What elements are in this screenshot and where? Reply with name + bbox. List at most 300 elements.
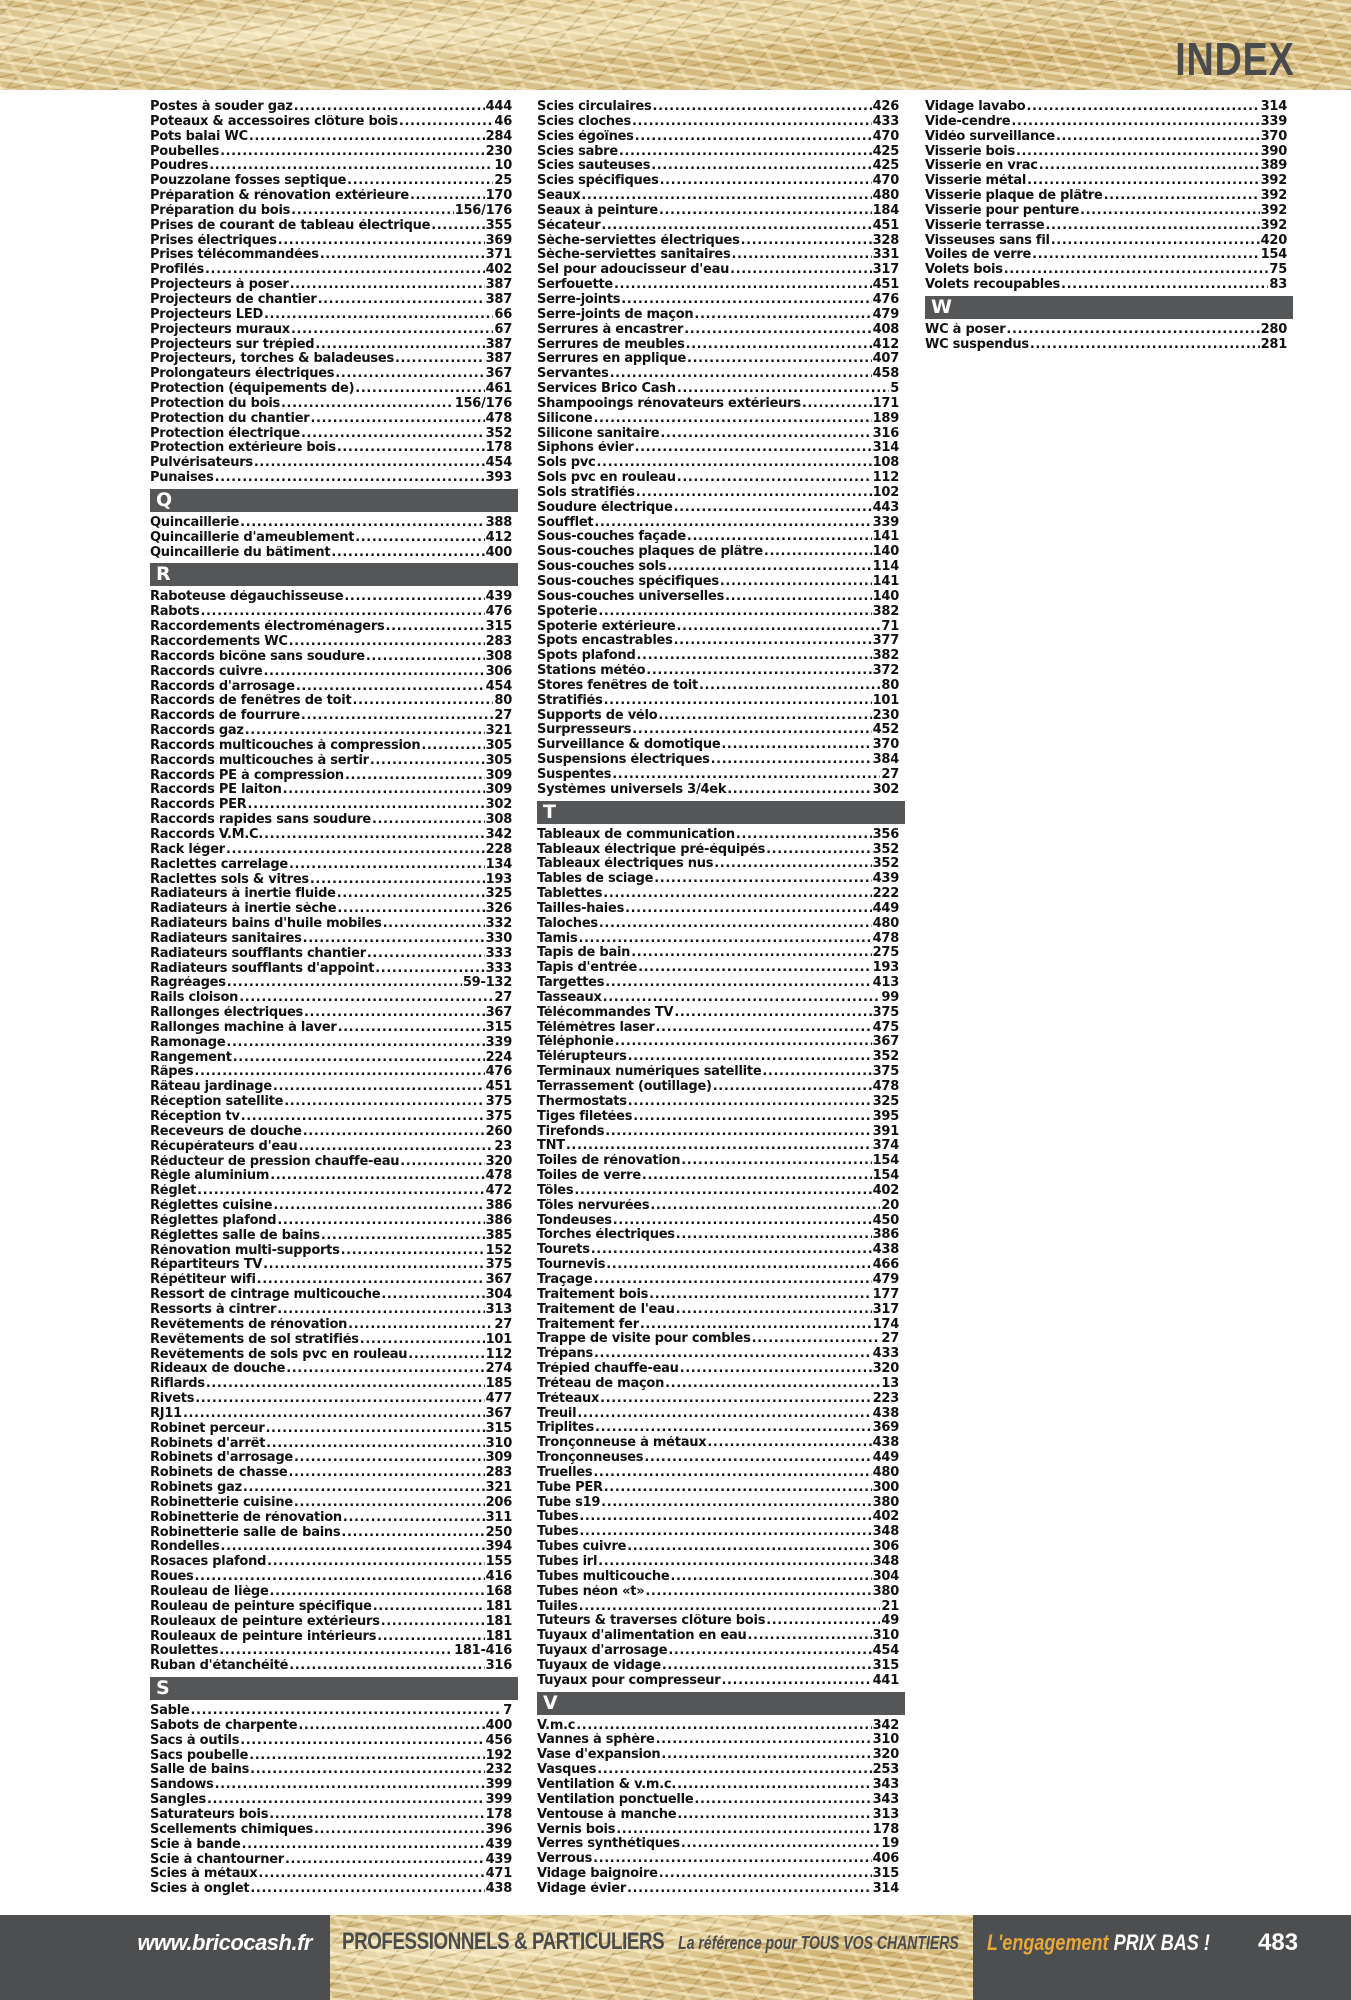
entry-page-number: 450: [872, 1213, 899, 1228]
index-entry: [537, 234, 899, 249]
dot-leader: [644, 1451, 871, 1466]
dot-leader: [725, 590, 872, 605]
entry-label: Robinets d'arrêt: [150, 1436, 266, 1451]
entry-page-number: 342: [872, 1718, 899, 1733]
entry-label: Seaux: [537, 189, 581, 204]
entry-page-number: 311: [485, 1510, 512, 1525]
dot-leader: [195, 1392, 484, 1407]
dot-leader: [347, 174, 493, 189]
entry-label: Stratifiés: [537, 693, 603, 708]
dot-leader: [625, 902, 872, 917]
index-entry: [537, 189, 899, 204]
entry-page-number: 326: [485, 902, 512, 917]
entry-label: Pots balai WC: [150, 129, 248, 144]
index-entry: [150, 219, 512, 234]
entry-page-number: 310: [872, 1629, 899, 1644]
entry-label: Terrassement (outillage): [537, 1080, 712, 1094]
entry-label: Punaises: [150, 471, 214, 486]
entry-label: Raclettes carrelage: [150, 857, 288, 872]
entry-label: Sous-couches façade: [537, 530, 686, 545]
entry-page-number: 306: [485, 664, 512, 679]
index-entry: [537, 427, 899, 442]
entry-label: Ressort de cintrage multicouche: [150, 1288, 381, 1303]
index-entry: [537, 1451, 899, 1466]
index-entry: [537, 1332, 899, 1347]
entry-label: Tubes: [537, 1525, 579, 1540]
dot-leader: [684, 323, 871, 338]
index-entry: [150, 174, 512, 189]
index-entry: [150, 441, 512, 456]
entry-label: Traçage: [537, 1272, 593, 1287]
entry-label: Visserie bois: [925, 144, 1015, 159]
dot-leader: [677, 1778, 872, 1793]
dot-leader: [633, 1110, 871, 1125]
entry-label: Poudres: [150, 159, 209, 174]
entry-label: Tubes cuivre: [537, 1540, 627, 1555]
entry-page-number: 449: [872, 1451, 899, 1466]
entry-page-number: 168: [485, 1585, 512, 1599]
index-entry: [537, 843, 899, 858]
index-entry: [925, 145, 1287, 160]
entry-page-number: 439: [872, 872, 899, 887]
index-entry: [150, 1853, 512, 1868]
entry-page-number: 476: [872, 292, 899, 307]
entry-label: Visserie terrasse: [925, 218, 1045, 233]
index-entry: [150, 1540, 512, 1555]
index-entry: [537, 620, 899, 635]
engagement-tagline: [987, 1930, 1210, 1956]
index-entry: [150, 813, 512, 828]
entry-page-number: 387: [485, 278, 512, 293]
index-entry: [150, 1808, 512, 1823]
entry-page-number: 309: [485, 1451, 512, 1466]
entry-page-number: 400: [485, 545, 512, 560]
index-entry: [150, 1526, 512, 1541]
dot-leader: [266, 1422, 485, 1437]
index-entry: [150, 1348, 512, 1363]
letter-section-header: S: [150, 1677, 518, 1700]
index-entry: [150, 1570, 512, 1585]
index-entry: [150, 1749, 512, 1764]
entry-page-number: 375: [485, 1110, 512, 1124]
dot-leader: [249, 1749, 484, 1764]
index-entry: [150, 1555, 512, 1570]
dot-leader: [677, 620, 881, 635]
index-entry: [537, 976, 899, 991]
index-entry: [537, 278, 899, 293]
entry-page-number: 389: [1260, 159, 1287, 174]
dot-leader: [615, 1035, 872, 1050]
entry-label: Raccordements WC: [150, 635, 288, 649]
entry-page-number: 223: [872, 1391, 899, 1406]
entry-label: Revêtements de rénovation: [150, 1317, 348, 1332]
dot-leader: [277, 1214, 484, 1229]
entry-page-number: 433: [872, 1347, 899, 1362]
footer-slogan-main: PROFESSIONNELS & PARTICULIERS: [342, 1928, 665, 1955]
dot-leader: [640, 1318, 872, 1333]
entry-label: Ragréages: [150, 976, 226, 991]
entry-label: Tronçonneuse à métaux: [537, 1436, 707, 1451]
entry-page-number: 328: [872, 233, 899, 248]
entry-page-number: 392: [1260, 174, 1287, 189]
entry-page-number: 343: [872, 1792, 899, 1807]
entry-page-number: 343: [872, 1777, 899, 1792]
dot-leader: [677, 1808, 871, 1823]
dot-leader: [337, 441, 485, 456]
entry-label: V.m.c: [537, 1718, 576, 1733]
index-entry: [537, 397, 899, 412]
dot-leader: [294, 1496, 485, 1511]
index-entry: [150, 516, 512, 531]
entry-label: Sable: [150, 1704, 190, 1719]
entry-page-number: 466: [872, 1258, 899, 1273]
entry-label: Réglettes plafond: [150, 1213, 277, 1228]
entry-label: Stations météo: [537, 664, 646, 679]
entry-page-number: 433: [872, 114, 899, 129]
entry-page-number: 155: [485, 1555, 512, 1570]
entry-label: Rouleau de liège: [150, 1585, 269, 1599]
index-entry: [537, 130, 899, 145]
entry-page-number: 451: [872, 218, 899, 233]
index-entry: [150, 1362, 512, 1377]
index-entry: [537, 1080, 899, 1095]
entry-page-number: 342: [485, 827, 512, 842]
entry-label: Sabots de charpente: [150, 1718, 298, 1733]
index-entry: [150, 1229, 512, 1244]
dot-leader: [597, 456, 872, 471]
entry-label: Rouleau de peinture spécifique: [150, 1599, 372, 1614]
entry-page-number: 367: [485, 1273, 512, 1288]
entry-page-number: 315: [485, 1020, 512, 1035]
entry-label: Robinetterie cuisine: [150, 1495, 293, 1510]
index-entry: [537, 501, 899, 516]
index-entry: [150, 100, 512, 115]
index-entry: [537, 1659, 899, 1674]
dot-leader: [566, 1139, 872, 1154]
entry-label: Roulettes: [150, 1644, 219, 1659]
index-entry: [537, 1273, 899, 1288]
entry-page-number: 177: [872, 1287, 899, 1302]
website-link[interactable]: www.bricocash.fr: [137, 1930, 312, 1955]
index-entry: [150, 115, 512, 130]
dot-leader: [205, 263, 485, 278]
page-title: INDEX: [1175, 33, 1295, 85]
dot-leader: [616, 1823, 871, 1838]
entry-label: Prises télécommandées: [150, 248, 319, 263]
entry-page-number: 283: [485, 635, 512, 649]
entry-page-number: 27: [494, 709, 512, 724]
dot-leader: [653, 100, 872, 115]
index-entry: [150, 159, 512, 174]
footer-engagement-block: [973, 1915, 1351, 2000]
entry-page-number: 232: [485, 1763, 512, 1778]
entry-label: Raccords d'arrosage: [150, 679, 295, 694]
dot-leader: [680, 1362, 872, 1377]
entry-label: Répétiteur wifi: [150, 1273, 256, 1288]
dot-leader: [714, 857, 871, 872]
entry-page-number: 412: [485, 530, 512, 545]
entry-page-number: 426: [872, 100, 899, 114]
entry-label: Salle de bains: [150, 1763, 250, 1778]
entry-page-number: 399: [485, 1793, 512, 1808]
index-entry: [537, 1466, 899, 1481]
entry-label: Raccords gaz: [150, 724, 244, 739]
index-entry: [537, 1778, 899, 1793]
entry-label: Traitement de l'eau: [537, 1302, 675, 1317]
index-entry: [537, 1555, 899, 1570]
dot-leader: [1027, 174, 1260, 189]
dot-leader: [215, 471, 485, 486]
entry-page-number: 367: [872, 1035, 899, 1050]
entry-page-number: 348: [872, 1525, 899, 1540]
index-entry: [150, 1258, 512, 1273]
index-entry: [150, 1377, 512, 1392]
dot-leader: [227, 976, 462, 991]
dot-leader: [721, 738, 871, 753]
entry-page-number: 375: [485, 1258, 512, 1273]
entry-label: TNT: [537, 1139, 565, 1154]
entry-label: Tôles: [537, 1183, 574, 1198]
index-entry: [537, 1629, 899, 1644]
entry-label: Raccords V.M.C.: [150, 827, 264, 842]
index-entry: [537, 1184, 899, 1199]
dot-leader: [762, 1065, 871, 1080]
entry-page-number: 141: [872, 575, 899, 589]
entry-page-number: 222: [872, 887, 899, 902]
entry-page-number: 193: [872, 961, 899, 976]
entry-label: Sous-couches sols: [537, 560, 667, 575]
index-entry: [150, 1169, 512, 1184]
dot-leader: [579, 1510, 871, 1525]
dot-leader: [713, 1080, 872, 1095]
entry-page-number: 275: [872, 946, 899, 961]
entry-label: Tablettes: [537, 887, 603, 902]
entry-label: Sangles: [150, 1793, 206, 1808]
index-entry: [150, 1704, 512, 1719]
dot-leader: [303, 932, 485, 947]
index-entry: [150, 234, 512, 249]
index-entry: [537, 828, 899, 843]
entry-page-number: 352: [485, 426, 512, 441]
entry-label: Ramonage: [150, 1035, 226, 1050]
entry-page-number: 477: [485, 1392, 512, 1407]
dot-leader: [207, 1793, 485, 1808]
index-entry: [537, 1139, 899, 1154]
entry-page-number: 112: [872, 471, 899, 486]
entry-label: Sacs poubelle: [150, 1748, 249, 1763]
entry-label: Sous-couches universelles: [537, 589, 725, 604]
entry-label: Volets recoupables: [925, 278, 1061, 293]
entry-label: Serfouette: [537, 278, 613, 293]
index-entry: [537, 338, 899, 353]
index-entry: [537, 1823, 899, 1838]
dot-leader: [650, 1199, 880, 1214]
entry-page-number: 274: [485, 1362, 512, 1377]
dot-leader: [687, 352, 872, 367]
entry-page-number: 184: [872, 203, 899, 218]
entry-label: Raccords PER: [150, 798, 247, 813]
index-entry: [537, 100, 899, 115]
index-entry: [537, 1392, 899, 1407]
entry-label: Visserie plaque de plâtre: [925, 189, 1103, 204]
dot-leader: [383, 917, 485, 932]
index-entry: [150, 1125, 512, 1140]
entry-page-number: 134: [485, 857, 512, 872]
entry-page-number: 305: [485, 738, 512, 753]
entry-label: Scie à chantourner: [150, 1852, 284, 1867]
dot-leader: [240, 1734, 484, 1749]
entry-label: Raccords rapides sans soudure: [150, 813, 371, 828]
entry-label: Rabots: [150, 605, 200, 620]
entry-label: Scies cloches: [537, 114, 631, 129]
index-entry: [537, 723, 899, 738]
dot-leader: [320, 248, 485, 263]
dot-leader: [766, 1614, 880, 1629]
entry-label: Tailles-haies: [537, 901, 625, 916]
entry-page-number: 451: [872, 278, 899, 293]
entry-page-number: 392: [1260, 189, 1287, 204]
dot-leader: [646, 664, 871, 679]
entry-page-number: 80: [494, 694, 512, 709]
dot-leader: [341, 1526, 484, 1541]
entry-page-number: 306: [872, 1540, 899, 1555]
entry-page-number: 478: [872, 931, 899, 946]
entry-page-number: 390: [1260, 144, 1287, 159]
entry-label: Tôles nervurées: [537, 1198, 650, 1213]
index-entry: [537, 323, 899, 338]
letter-section-header: W: [925, 296, 1293, 319]
entry-label: Scies circulaires: [537, 100, 652, 114]
entry-page-number: 478: [485, 1169, 512, 1184]
entry-label: Réception satellite: [150, 1095, 284, 1110]
dot-leader: [289, 635, 485, 650]
entry-label: Triplites: [537, 1421, 595, 1436]
page-number: 483: [1258, 1929, 1299, 1956]
dot-leader: [654, 872, 871, 887]
dot-leader: [687, 530, 872, 545]
dot-leader: [632, 115, 872, 130]
entry-label: Spoterie: [537, 604, 598, 619]
entry-label: Rideaux de douche: [150, 1362, 286, 1377]
entry-page-number: 284: [485, 129, 512, 144]
entry-label: Projecteurs de chantier: [150, 292, 317, 307]
index-entry: [537, 1481, 899, 1496]
entry-label: Visserie pour penture: [925, 203, 1080, 218]
entry-label: Servantes: [537, 367, 609, 382]
entry-label: Tables de sciage: [537, 872, 654, 887]
entry-label: Sols stratifiés: [537, 485, 635, 500]
dot-leader: [375, 962, 484, 977]
dot-leader: [264, 828, 485, 843]
index-entry: [537, 204, 899, 219]
index-entry: [537, 1585, 899, 1600]
entry-label: Tubes néon «t»: [537, 1584, 645, 1599]
entry-label: Taloches: [537, 916, 598, 931]
dot-leader: [257, 1273, 485, 1288]
entry-label: Scies égoïnes: [537, 129, 634, 144]
dot-leader: [579, 1525, 871, 1540]
entry-label: Tréteau de maçon: [537, 1376, 665, 1391]
entry-label: WC à poser: [925, 322, 1006, 337]
entry-page-number: 171: [872, 396, 899, 411]
entry-label: Tapis d'entrée: [537, 961, 638, 976]
entry-label: Sols pvc: [537, 456, 596, 471]
dot-leader: [343, 1511, 485, 1526]
index-entry: [150, 1719, 512, 1734]
dot-leader: [270, 1169, 484, 1184]
index-entry: [150, 1318, 512, 1333]
entry-label: Tirefonds: [537, 1124, 605, 1139]
dot-leader: [694, 308, 871, 323]
dot-leader: [628, 1095, 872, 1110]
dot-leader: [599, 917, 872, 932]
entry-page-number: 331: [872, 248, 899, 263]
entry-page-number: 230: [485, 144, 512, 159]
index-entry: [537, 219, 899, 234]
index-entry: [925, 174, 1287, 189]
dot-leader: [741, 234, 872, 249]
dot-leader: [283, 783, 485, 798]
dot-leader: [386, 620, 485, 635]
index-entry: [150, 1036, 512, 1051]
dot-leader: [598, 605, 871, 620]
dot-leader: [676, 1228, 872, 1243]
entry-page-number: 152: [485, 1243, 512, 1258]
dot-leader: [318, 293, 485, 308]
entry-label: Rénovation multi-supports: [150, 1243, 340, 1258]
dot-leader: [694, 1793, 871, 1808]
dot-leader: [593, 1852, 871, 1867]
index-entry: [537, 991, 899, 1006]
dot-leader: [576, 1719, 871, 1734]
entry-label: RJ11: [150, 1406, 182, 1421]
entry-label: Siphons évier: [537, 441, 634, 456]
entry-page-number: 452: [872, 723, 899, 738]
dot-leader: [242, 1838, 485, 1853]
dot-leader: [263, 665, 484, 680]
dot-leader: [304, 1006, 485, 1021]
entry-label: Raccords PE laiton: [150, 783, 282, 798]
entry-label: Réception tv: [150, 1110, 240, 1124]
entry-label: Ruban d'étanchéité: [150, 1659, 289, 1674]
dot-leader: [665, 1377, 880, 1392]
index-entry: [537, 1021, 899, 1036]
entry-label: Spoterie extérieure: [537, 619, 676, 634]
entry-label: Robinets d'arrosage: [150, 1451, 293, 1466]
entry-label: Sacs à outils: [150, 1733, 240, 1748]
entry-label: Tuyaux d'arrosage: [537, 1644, 668, 1659]
index-entry: [537, 857, 899, 872]
entry-page-number: 309: [485, 768, 512, 783]
entry-label: Toiles de rénovation: [537, 1154, 681, 1169]
index-entry: [537, 1540, 899, 1555]
entry-page-number: 387: [485, 292, 512, 307]
index-entry: [537, 441, 899, 456]
entry-label: Silicone sanitaire: [537, 426, 660, 441]
dot-leader: [301, 427, 485, 442]
entry-label: Tronçonneuses: [537, 1451, 644, 1466]
entry-page-number: 310: [485, 1436, 512, 1451]
dot-leader: [250, 1882, 484, 1897]
entry-page-number: 407: [872, 352, 899, 367]
dot-leader: [1061, 278, 1268, 293]
entry-label: Scies sabre: [537, 144, 618, 159]
entry-page-number: 330: [485, 931, 512, 946]
dot-leader: [360, 1333, 485, 1348]
index-entry: [150, 145, 512, 160]
entry-page-number: 178: [485, 441, 512, 456]
entry-page-number: 5: [890, 382, 899, 397]
